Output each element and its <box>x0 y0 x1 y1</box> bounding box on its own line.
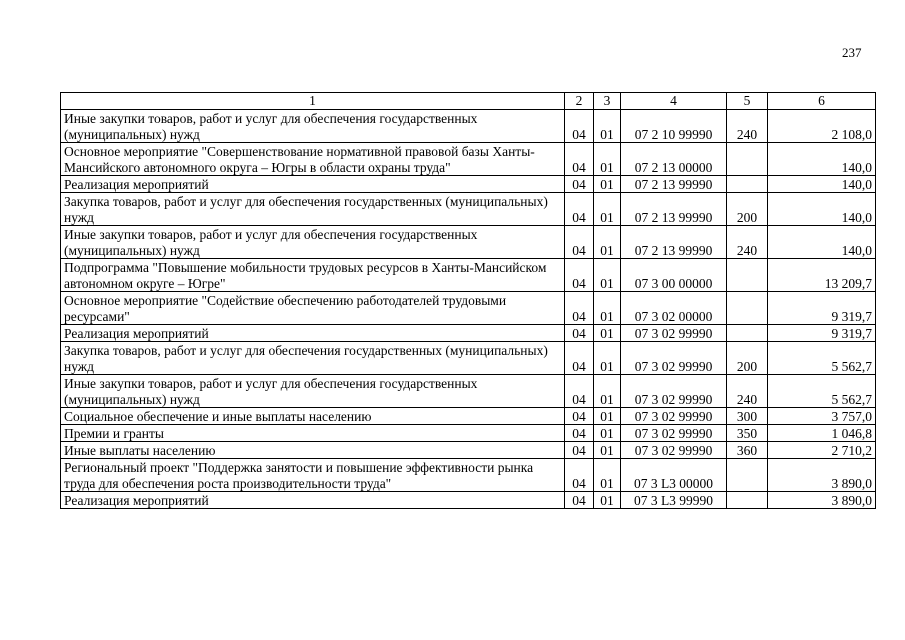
cell-subsection: 01 <box>594 408 621 425</box>
cell-sum: 140,0 <box>768 226 876 259</box>
cell-subsection: 01 <box>594 425 621 442</box>
cell-target-article: 07 3 02 99990 <box>621 442 727 459</box>
table-row <box>61 408 876 425</box>
cell-subsection: 01 <box>594 193 621 226</box>
table-row <box>61 375 876 408</box>
cell-section: 04 <box>565 325 594 342</box>
header-sum: 6 <box>768 93 876 110</box>
table-row <box>61 143 876 176</box>
cell-section: 04 <box>565 226 594 259</box>
header-name: 1 <box>61 93 565 110</box>
cell-section: 04 <box>565 425 594 442</box>
cell-expense-type <box>727 325 768 342</box>
table-row <box>61 325 876 342</box>
table-row <box>61 226 876 259</box>
cell-target-article: 07 3 02 99990 <box>621 425 727 442</box>
header-expense-type: 5 <box>727 93 768 110</box>
cell-section: 04 <box>565 259 594 292</box>
table-row <box>61 459 876 492</box>
cell-sum: 5 562,7 <box>768 342 876 375</box>
budget-table <box>60 92 876 509</box>
cell-sum: 5 562,7 <box>768 375 876 408</box>
table-row <box>61 110 876 143</box>
table-row <box>61 292 876 325</box>
cell-target-article: 07 3 00 00000 <box>621 259 727 292</box>
cell-subsection: 01 <box>594 492 621 509</box>
cell-sum: 3 890,0 <box>768 492 876 509</box>
cell-expense-type <box>727 459 768 492</box>
cell-expense-type: 240 <box>727 110 768 143</box>
cell-sum: 13 209,7 <box>768 259 876 292</box>
cell-subsection: 01 <box>594 226 621 259</box>
cell-sum: 2 108,0 <box>768 110 876 143</box>
cell-sum: 2 710,2 <box>768 442 876 459</box>
cell-expense-type <box>727 292 768 325</box>
cell-name: Региональный проект "Поддержка занятости и повышение эффективности рынка труда для обеспечения роста производительности труда" <box>61 459 565 492</box>
cell-target-article: 07 2 13 99990 <box>621 226 727 259</box>
cell-target-article: 07 3 L3 00000 <box>621 459 727 492</box>
cell-name: Иные выплаты населению <box>61 442 565 459</box>
cell-name: Иные закупки товаров, работ и услуг для обеспечения государственных (муниципальных) нужд <box>61 375 565 408</box>
cell-section: 04 <box>565 342 594 375</box>
cell-sum: 3 890,0 <box>768 459 876 492</box>
cell-expense-type <box>727 492 768 509</box>
cell-target-article: 07 3 L3 99990 <box>621 492 727 509</box>
cell-name: Иные закупки товаров, работ и услуг для обеспечения государственных (муниципальных) нужд <box>61 226 565 259</box>
cell-subsection: 01 <box>594 325 621 342</box>
cell-target-article: 07 2 13 00000 <box>621 143 727 176</box>
cell-subsection: 01 <box>594 176 621 193</box>
cell-section: 04 <box>565 176 594 193</box>
cell-sum: 140,0 <box>768 193 876 226</box>
cell-name: Премии и гранты <box>61 425 565 442</box>
page-number: 237 <box>842 45 862 60</box>
cell-subsection: 01 <box>594 143 621 176</box>
cell-section: 04 <box>565 292 594 325</box>
table-row <box>61 425 876 442</box>
cell-subsection: 01 <box>594 110 621 143</box>
cell-expense-type: 360 <box>727 442 768 459</box>
cell-section: 04 <box>565 110 594 143</box>
cell-sum: 1 046,8 <box>768 425 876 442</box>
cell-expense-type: 300 <box>727 408 768 425</box>
cell-name: Иные закупки товаров, работ и услуг для обеспечения государственных (муниципальных) нужд <box>61 110 565 143</box>
cell-name: Основное мероприятие "Совершенствование нормативной правовой базы Ханты-Мансийского автономного округа – Югры в области охраны труда" <box>61 143 565 176</box>
cell-section: 04 <box>565 459 594 492</box>
cell-section: 04 <box>565 492 594 509</box>
cell-target-article: 07 3 02 99990 <box>621 375 727 408</box>
cell-subsection: 01 <box>594 375 621 408</box>
table-row <box>61 442 876 459</box>
cell-subsection: 01 <box>594 259 621 292</box>
cell-subsection: 01 <box>594 442 621 459</box>
cell-expense-type: 200 <box>727 193 768 226</box>
cell-section: 04 <box>565 193 594 226</box>
cell-subsection: 01 <box>594 292 621 325</box>
cell-name: Социальное обеспечение и иные выплаты населению <box>61 408 565 425</box>
cell-sum: 9 319,7 <box>768 292 876 325</box>
cell-name: Реализация мероприятий <box>61 492 565 509</box>
cell-section: 04 <box>565 375 594 408</box>
cell-target-article: 07 3 02 00000 <box>621 292 727 325</box>
table-row <box>61 342 876 375</box>
cell-target-article: 07 3 02 99990 <box>621 342 727 375</box>
cell-sum: 140,0 <box>768 143 876 176</box>
cell-sum: 9 319,7 <box>768 325 876 342</box>
cell-subsection: 01 <box>594 342 621 375</box>
cell-name: Закупка товаров, работ и услуг для обеспечения государственных (муниципальных) нужд <box>61 193 565 226</box>
cell-target-article: 07 2 10 99990 <box>621 110 727 143</box>
cell-expense-type <box>727 259 768 292</box>
header-section: 2 <box>565 93 594 110</box>
cell-expense-type <box>727 143 768 176</box>
cell-target-article: 07 2 13 99990 <box>621 193 727 226</box>
cell-name: Подпрограмма "Повышение мобильности трудовых ресурсов в Ханты-Мансийском автономном округе – Югре" <box>61 259 565 292</box>
header-target-article: 4 <box>621 93 727 110</box>
cell-section: 04 <box>565 143 594 176</box>
cell-expense-type <box>727 176 768 193</box>
cell-name: Закупка товаров, работ и услуг для обеспечения государственных (муниципальных) нужд <box>61 342 565 375</box>
cell-subsection: 01 <box>594 459 621 492</box>
cell-name: Реализация мероприятий <box>61 325 565 342</box>
cell-sum: 140,0 <box>768 176 876 193</box>
table-row <box>61 193 876 226</box>
cell-expense-type: 200 <box>727 342 768 375</box>
cell-section: 04 <box>565 408 594 425</box>
cell-target-article: 07 3 02 99990 <box>621 408 727 425</box>
cell-target-article: 07 3 02 99990 <box>621 325 727 342</box>
table-header-row <box>61 93 876 110</box>
table-row <box>61 176 876 193</box>
cell-target-article: 07 2 13 99990 <box>621 176 727 193</box>
cell-sum: 3 757,0 <box>768 408 876 425</box>
cell-expense-type: 240 <box>727 226 768 259</box>
cell-name: Основное мероприятие "Содействие обеспечению работодателей трудовыми ресурсами" <box>61 292 565 325</box>
table-row <box>61 492 876 509</box>
cell-expense-type: 350 <box>727 425 768 442</box>
header-subsection: 3 <box>594 93 621 110</box>
table-row <box>61 259 876 292</box>
cell-name: Реализация мероприятий <box>61 176 565 193</box>
cell-expense-type: 240 <box>727 375 768 408</box>
cell-section: 04 <box>565 442 594 459</box>
